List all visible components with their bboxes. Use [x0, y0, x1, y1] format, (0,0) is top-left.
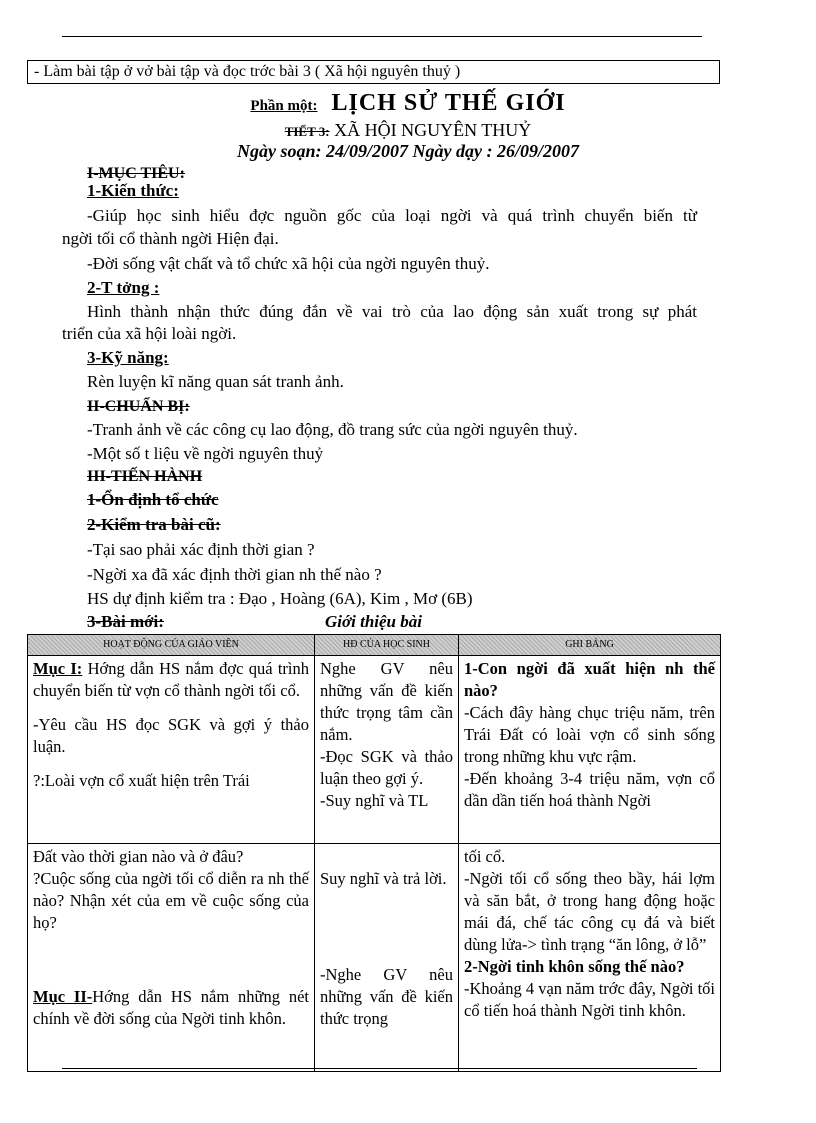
board-heading-2: 2-Ngời tinh khôn sống thế nào?	[464, 957, 685, 976]
bottom-rule	[62, 1068, 697, 1069]
knowledge-line-1: -Giúp học sinh hiểu đợc nguồn gốc của loại ngời và quá trình chuyển biến từ	[87, 206, 697, 225]
heading-new-lesson: 3-Bài mới:	[87, 612, 164, 631]
preparation-line-2: -Một số t liệu về ngời nguyên thuỷ	[87, 444, 324, 463]
section-label: Mục I:	[33, 659, 83, 678]
student-cell	[315, 656, 459, 844]
part-title-row	[0, 90, 816, 117]
knowledge-line-3: -Đời sống vật chất và tổ chức xã hội của ngời nguyên thuỷ.	[87, 254, 490, 273]
table-row	[28, 656, 721, 844]
board-note-5: -Khoảng 4 vạn năm trớc đây, Ngời tối cổ tiến hoá thành Ngời tinh khôn.	[464, 979, 715, 1020]
teacher-activity-2: -Yêu cầu HS đọc SGK và gợi ý thảo luận.	[33, 715, 309, 756]
board-note-4: -Ngời tối cổ sống theo bầy, hái lợm và săn bắt, ở trong hang động hoặc mái đá, chế tác công cụ đá và biết dùng lửa-> tình trạng “ăn lông, ở lỗ”	[464, 869, 715, 954]
lesson-dates: Ngày soạn: 24/09/2007 Ngày dạy : 26/09/2007	[237, 141, 579, 161]
review-question-1: -Tại sao phải xác định thời gian ?	[87, 540, 315, 559]
lesson-title-row	[0, 120, 816, 141]
board-note-3: tối cổ.	[464, 847, 506, 866]
subject-title: LỊCH SỬ THẾ GIỚI	[331, 90, 566, 116]
heading-attitude: 2-T tởng :	[87, 278, 160, 297]
board-note-1: -Cách đây hàng chục triệu năm, trên Trái Đất có loài vợn cổ sinh sống trong những khu vực rậm.	[464, 703, 715, 766]
header-student: HĐ CỦA HỌC SINH	[315, 635, 459, 656]
section-objectives: I-MỤC TIÊU:	[87, 165, 185, 182]
section-procedure: III-TIẾN HÀNH	[87, 468, 203, 485]
board-note-2: -Đến khoảng 3-4 triệu năm, vợn cổ dần dần tiến hoá thành Ngời	[464, 769, 715, 810]
student-activity-4: Suy nghĩ và trả lời.	[320, 869, 447, 888]
teacher-activity-6	[33, 986, 309, 1030]
section-preparation: II-CHUẨN BỊ:	[87, 398, 190, 415]
section-label: Mục II-	[33, 987, 93, 1006]
teacher-activity-3: ?:Loài vợn cổ xuất hiện trên Trái	[33, 771, 250, 790]
heading-class-organization: 1-Ổn định tổ chức	[87, 490, 219, 509]
student-activity-5: -Nghe GV nêu những vấn đề kiến thức trọng	[320, 965, 453, 1028]
heading-knowledge: 1-Kiến thức:	[87, 181, 179, 200]
top-rule	[62, 36, 702, 37]
review-question-2: -Ngời xa đã xác định thời gian nh thế nào ?	[87, 565, 382, 584]
teacher-activity-1	[33, 658, 309, 702]
teacher-text: Hớng dẫn HS nắm những nét chính về đời sống của Ngời tinh khôn.	[33, 987, 309, 1028]
table-row	[28, 844, 721, 1072]
teacher-text: Hớng dẫn HS nắm đợc quá trình chuyển biến từ vợn cổ thành ngời tối cổ.	[33, 659, 309, 700]
lesson-introduction: Giới thiệu bài	[325, 612, 422, 631]
student-activity-1: Nghe GV nêu những vấn đề kiến thức trọng tâm cần nắm.	[320, 659, 453, 744]
teacher-activity-5: ?Cuộc sống của ngời tối cổ diễn ra nh thế nào? Nhận xét của em về cuộc sống của họ?	[33, 869, 309, 932]
teacher-cell	[28, 844, 315, 1072]
board-heading-1: 1-Con ngời đã xuất hiện nh thế nào?	[464, 659, 715, 700]
board-cell	[459, 656, 721, 844]
lesson-title: XÃ HỘI NGUYÊN THUỶ	[334, 120, 532, 140]
table-header-row	[28, 635, 721, 656]
knowledge-line-2: ngời tối cổ thành ngời Hiện đại.	[62, 229, 279, 248]
teacher-activity-4: Đất vào thời gian nào và ở đâu?	[33, 847, 244, 866]
student-cell	[315, 844, 459, 1072]
teacher-cell	[28, 656, 315, 844]
preparation-line-1: -Tranh ảnh về các công cụ lao động, đồ trang sức của ngời nguyên thuỷ.	[87, 420, 578, 439]
attitude-line-2: triển của xã hội loài ngời.	[62, 324, 237, 343]
student-activity-3: -Suy nghĩ và TL	[320, 791, 429, 810]
header-board: GHI BẢNG	[459, 635, 721, 656]
lesson-activities-table	[27, 634, 721, 1072]
board-cell	[459, 844, 721, 1072]
part-label: Phần một:	[250, 98, 318, 114]
skills-line-1: Rèn luyện kĩ năng quan sát tranh ảnh.	[87, 372, 344, 391]
homework-box: - Làm bài tập ở vở bài tập và đọc trớc bài 3 ( Xã hội nguyên thuỷ )	[27, 60, 720, 84]
review-students: HS dự định kiểm tra : Đạo , Hoàng (6A), Kim , Mơ (6B)	[87, 589, 473, 608]
lesson-number: TIẾT 3:	[284, 124, 330, 139]
header-teacher: HOẠT ĐỘNG CỦA GIÁO VIÊN	[28, 635, 315, 656]
heading-review: 2-Kiểm tra bài cũ:	[87, 515, 221, 534]
heading-skills: 3-Kỹ năng:	[87, 348, 169, 367]
student-activity-2: -Đọc SGK và thảo luận theo gợi ý.	[320, 747, 453, 788]
attitude-line-1: Hình thành nhận thức đúng đắn về vai trò của lao động sản xuất trong sự phát	[87, 302, 697, 321]
